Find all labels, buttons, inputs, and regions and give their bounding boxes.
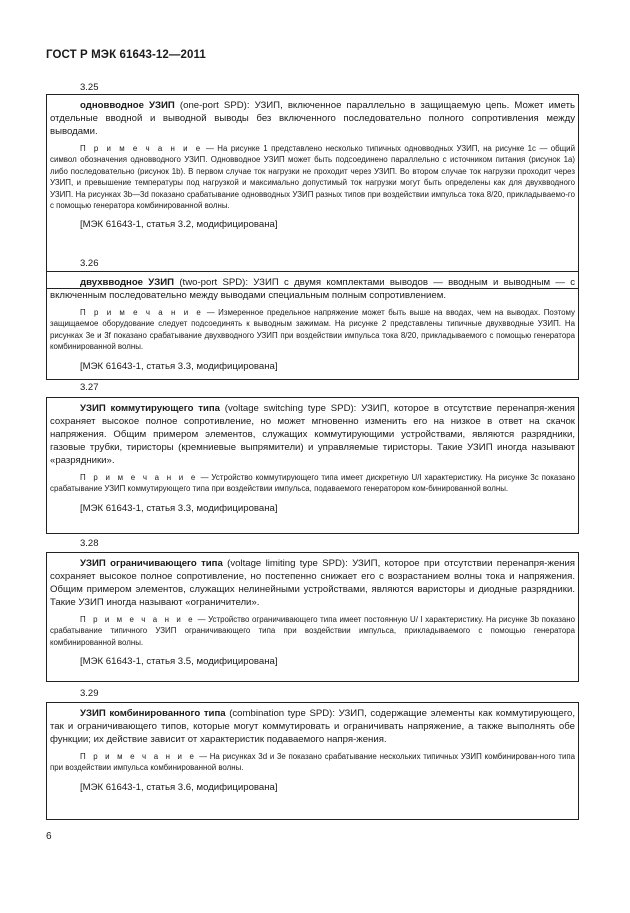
page-number: 6 <box>46 831 52 842</box>
term: УЗИП комбинированного типа <box>80 708 226 719</box>
definition-box <box>46 702 579 820</box>
note <box>50 472 575 495</box>
definition-box <box>46 94 579 289</box>
definition-text: (one-port SPD): УЗИП, включенное параллельно в защищаемую цепь. Может иметь отдельные вводной и выводной выводы без включенного последовательно полного сопротивления между выводами. <box>50 100 575 137</box>
term: УЗИП ограничивающего типа <box>80 558 223 569</box>
entry-number: 3.25 <box>80 82 99 93</box>
definition-box <box>46 271 579 380</box>
definition-text: (voltage switching type SPD): УЗИП, которое в отсутствие перенапря-жения сохраняет высокое полное сопротивление, но может мгновенно изменить его на низкое в ответ на скачок напряжения. Общим примером элементов, служащих коммутирующими устройствами, являются разрядники, газовые трубки, тиристоры (кремниевые выпрямители) и управляемые тиристоры. Такие УЗИП иногда называют «разрядники». <box>50 403 575 466</box>
source-reference: [МЭК 61643-1, статья 3.2, модифицирована] <box>80 219 278 231</box>
term: одновводное УЗИП <box>80 100 175 111</box>
note <box>50 751 575 774</box>
term: УЗИП коммутирующего типа <box>80 403 220 414</box>
source-reference: [МЭК 61643-1, статья 3.6, модифицирована] <box>80 781 278 793</box>
note-label: П р и м е ч а н и е <box>80 144 203 153</box>
note <box>50 614 575 648</box>
entry-number: 3.29 <box>80 688 99 699</box>
note <box>50 143 575 211</box>
definition-box <box>46 397 579 534</box>
source-reference: [МЭК 61643-1, статья 3.5, модифицирована] <box>80 656 278 668</box>
entry-number: 3.26 <box>80 258 99 269</box>
definition-text: (two-port SPD): УЗИП с двумя комплектами выводов — вводным и выводным — с включенным последовательно между выводами специальным полным сопротивлением. <box>50 277 575 301</box>
note-text: — На рисунке 1 представлено несколько типичных одновводных УЗИП, на рисунке 1c — общий символ обозначения одновводного УЗИП. Одновводное УЗИП может быть подсоединено параллельно с источником питания (рисунок 1a) либо последовательно (рисунок 1b). В первом случае ток нагрузки не проходит через УЗИП. Во втором случае ток нагрузки проходит через УЗИП, и превышение температуры под нагрузкой и максимально допустимый ток нагрузки могут быть определены как для двухвводного УЗИП. На рисунках 3b—3d показано срабатывание одновводных УЗИП разных типов при воздействии импульса тока 8/20, прикладываемо-го с помощью генератора комбинированной волны. <box>50 144 576 211</box>
note-text: — Устройство коммутирующего типа имеет дискретную U/I характеристику. На рисунке 3c показано срабатывание УЗИП коммутирующего типа при воздействии импульса, подаваемого генератором ком-бинированной волны. <box>50 473 575 494</box>
entry-number: 3.27 <box>80 382 99 393</box>
note-label: П р и м е ч а н и е <box>80 473 198 482</box>
note-text: — На рисунках 3d и 3e показано срабатывание нескольких типичных УЗИП комбинирован-ного типа при воздействии импульса комбинированной волны. <box>50 752 576 773</box>
note <box>50 307 575 353</box>
definition-text: (combination type SPD): УЗИП, содержащие элементы как коммутирующего, так и ограничивающего типов, которые могут коммутировать и ограничивать напряжение, а также выполнять обе функции; их действие зависит от характеристик подаваемого напря-жения. <box>50 708 575 745</box>
definition <box>50 707 575 746</box>
definition <box>50 557 575 609</box>
source-reference: [МЭК 61643-1, статья 3.3, модифицирована] <box>80 502 278 514</box>
document-header: ГОСТ Р МЭК 61643-12—2011 <box>46 49 206 61</box>
note-label: П р и м е ч а н и е <box>80 308 204 317</box>
definition-box <box>46 552 579 682</box>
definition-text: (voltage limiting type SPD): УЗИП, которое при отсутствии перенапря-жения сохраняет высокое полное сопротивление, но постепенно снижает его с возрастанием волны тока и напряжения. Общим примером элементов, служащих нелинейными устройствами, являются варисторы и диодные разрядники. Такие УЗИП иногда называют «ограничители». <box>50 558 576 608</box>
source-reference: [МЭК 61643-1, статья 3.3, модифицирована] <box>80 360 278 372</box>
definition <box>50 402 575 467</box>
definition <box>50 99 575 138</box>
note-text: — Устройство ограничивающего типа имеет постоянную U/ I характеристику. На рисунке 3b показано срабатывание типичного УЗИП ограничивающего типа при воздействии импульса, прикладываемого с помощью генератора комбинированной волны. <box>50 615 575 647</box>
entry-number: 3.28 <box>80 538 99 549</box>
note-label: П р и м е ч а н и е <box>80 752 197 761</box>
note-label: П р и м е ч а н и е <box>80 615 195 624</box>
term: двухвводное УЗИП <box>80 277 175 288</box>
definition <box>50 276 575 302</box>
note-text: — Измеренное предельное напряжение может быть выше на вводах, чем на выводах. Поэтому защищаемое оборудование следует подсоединять к выводным зажимам. На рисунке 2 представлены типичные двухвводные УЗИП. На рисунках 3e и 3f показано срабатывание двухвводного УЗИП при воздействии импульса тока 8/20, прикладываемого с помощью генератора комбинированной волны. <box>50 308 575 352</box>
